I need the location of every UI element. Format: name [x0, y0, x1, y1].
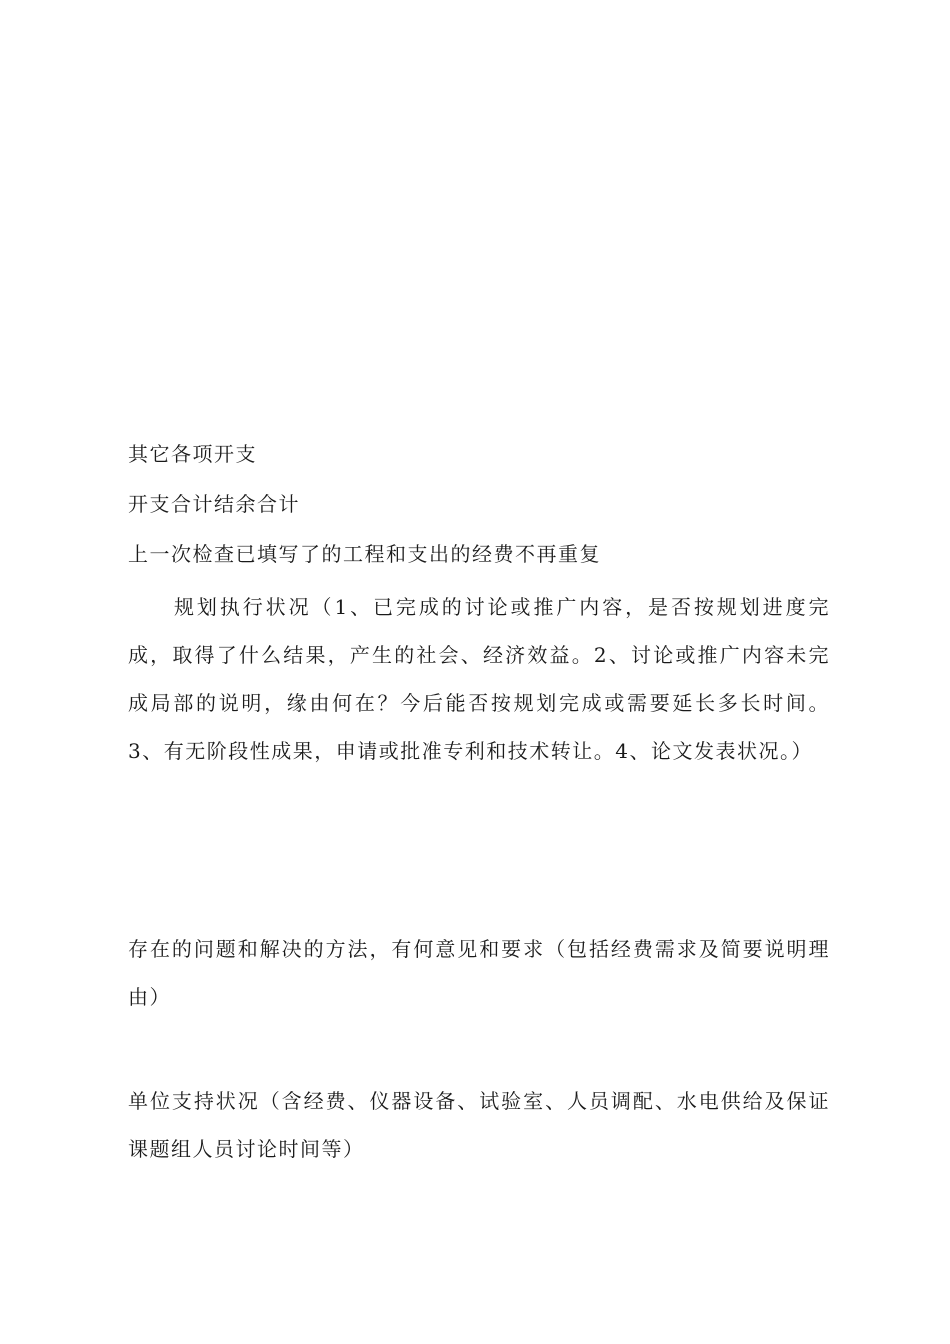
expense-total-label: 开支合计结余合计	[128, 492, 300, 516]
note-no-repeat: 上一次检查已填写了的工程和支出的经费不再重复	[128, 542, 601, 566]
unit-support-section: 单位支持状况（含经费、仪器设备、试验室、人员调配、水电供给及保证课题组人员讨论时间等）	[128, 1089, 830, 1161]
expense-other-label: 其它各项开支	[128, 442, 257, 466]
plan-execution-section: 规划执行状况（1、已完成的讨论或推广内容，是否按规划进度完成，取得了什么结果，产生的社会、经济效益。2、讨论或推广内容未完成局部的说明，缘由何在？今后能否按规划完成或需要延长多长时间。3、有无阶段性成果，申请或批准专利和技术转让。4、论文发表状况。）	[128, 595, 830, 763]
problems-section: 存在的问题和解决的方法，有何意见和要求（包括经费需求及简要说明理由）	[128, 937, 830, 1009]
